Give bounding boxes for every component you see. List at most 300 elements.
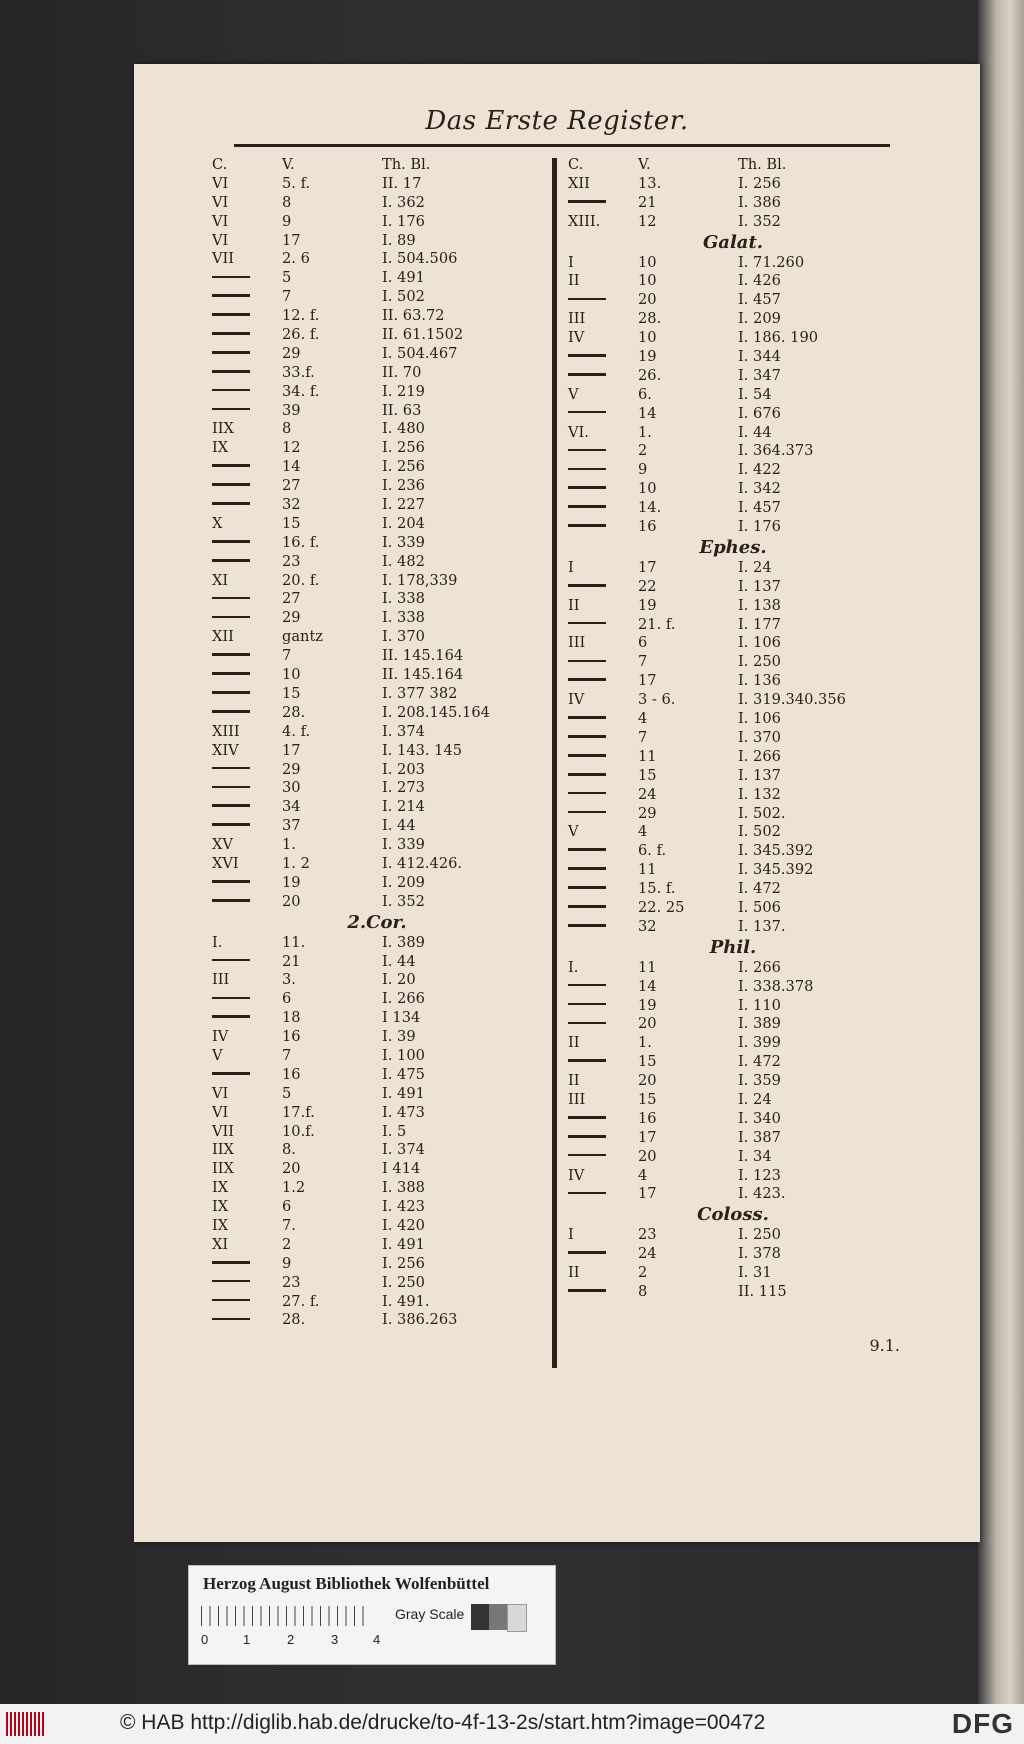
book-page <box>134 64 980 1542</box>
verse-cell: 14 <box>638 404 657 422</box>
chapter-cell <box>212 761 272 778</box>
index-row <box>212 496 542 515</box>
page-ref-cell: I. 178,339 <box>382 571 458 589</box>
chapter-cell <box>568 1110 628 1127</box>
chapter-cell <box>212 1066 272 1083</box>
chapter-cell <box>568 1185 628 1202</box>
gray-swatch-light <box>507 1604 527 1632</box>
index-row <box>568 805 898 824</box>
ditto-dash <box>212 1318 250 1321</box>
verse-cell: 33.f. <box>282 363 315 381</box>
footer-bar <box>0 1704 1024 1744</box>
page-ref-cell: I. 186. 190 <box>738 329 819 347</box>
verse-cell: 3 - 6. <box>638 691 676 709</box>
chapter-cell <box>212 893 272 910</box>
chapter-cell <box>212 798 272 815</box>
ditto-dash <box>212 997 250 1000</box>
ditto-dash <box>568 1135 606 1138</box>
page-ref-cell: II. 145.164 <box>382 647 464 665</box>
page-ref-cell: I. 89 <box>382 231 416 249</box>
chapter-cell: I <box>568 1226 574 1244</box>
col-header-verse: V. <box>282 156 295 173</box>
page-ref-cell: I. 473 <box>382 1103 425 1121</box>
index-row <box>568 899 898 918</box>
verse-cell: 27. f. <box>282 1292 320 1310</box>
hab-logo-icon <box>6 1712 44 1736</box>
page-ref-cell: I. 423 <box>382 1198 425 1216</box>
page-ref-cell: I. 359 <box>738 1072 781 1090</box>
chapter-cell <box>568 442 628 459</box>
chapter-cell: IX <box>212 1179 229 1197</box>
section-heading: Coloss. <box>697 1204 769 1226</box>
index-row <box>568 767 898 786</box>
verse-cell: 8 <box>638 1282 648 1300</box>
library-name: Herzog August Bibliothek Wolfenbüttel <box>203 1574 490 1593</box>
chapter-cell <box>568 578 628 595</box>
page-ref-cell: I. 504.506 <box>382 250 458 268</box>
verse-cell: 22. 25 <box>638 898 685 916</box>
index-row <box>212 345 542 364</box>
verse-cell: 14 <box>282 458 301 476</box>
page-ref-cell: I. 422 <box>738 461 781 479</box>
page-ref-cell: I. 137 <box>738 766 781 784</box>
index-row <box>568 1110 898 1129</box>
ditto-dash <box>212 502 250 505</box>
page-ref-cell: I. 370 <box>738 728 781 746</box>
chapter-cell: VI <box>212 193 229 211</box>
chapter-cell <box>568 194 628 211</box>
ditto-dash <box>568 905 606 908</box>
page-ref-cell: I. 347 <box>738 366 781 384</box>
index-row <box>568 691 898 710</box>
chapter-cell: II <box>568 1072 580 1090</box>
page-ref-cell: I. 352 <box>738 212 781 230</box>
chapter-cell <box>568 1015 628 1032</box>
page-ref-cell: I. 204 <box>382 514 425 532</box>
verse-cell: 1.2 <box>282 1179 306 1197</box>
chapter-cell <box>212 345 272 362</box>
verse-cell: 20. f. <box>282 571 320 589</box>
ditto-dash <box>212 823 250 826</box>
page-ref-cell: I. 256 <box>738 174 781 192</box>
verse-cell: 9 <box>638 461 648 479</box>
chapter-cell <box>568 899 628 916</box>
page-ref-cell: I. 31 <box>738 1264 772 1282</box>
verse-cell: 1. <box>638 1034 652 1052</box>
verse-cell: 6. <box>638 385 652 403</box>
page-ref-cell: I. 491. <box>382 1292 430 1310</box>
chapter-cell: X <box>212 514 223 532</box>
page-ref-cell: I. 457 <box>738 291 781 309</box>
chapter-cell <box>212 496 272 513</box>
index-row <box>568 616 898 635</box>
page-ref-cell: I. 250 <box>738 653 781 671</box>
page-ref-cell: I. 362 <box>382 193 425 211</box>
page-ref-cell: I. 338 <box>382 590 425 608</box>
index-row <box>212 307 542 326</box>
page-ref-cell: I. 423. <box>738 1185 786 1203</box>
index-row <box>568 1091 898 1110</box>
page-ref-cell: I. 54 <box>738 385 772 403</box>
chapter-cell <box>568 461 628 478</box>
ruler-number: 1 <box>243 1632 251 1647</box>
chapter-cell: V <box>568 385 579 403</box>
chapter-cell: XIII <box>212 722 240 740</box>
index-row <box>212 1123 542 1142</box>
page-ref-cell: I. 504.467 <box>382 344 458 362</box>
verse-cell: 10 <box>282 666 301 684</box>
page-ref-cell: I. 256 <box>382 1254 425 1272</box>
ditto-dash <box>212 1299 250 1302</box>
verse-cell: 27 <box>282 590 301 608</box>
chapter-cell: VI <box>212 212 229 230</box>
page-ref-cell: I. 502 <box>738 823 781 841</box>
page-ref-cell: II. 17 <box>382 174 422 192</box>
chapter-cell: VI <box>212 174 229 192</box>
verse-cell: 17 <box>282 231 301 249</box>
index-row <box>212 534 542 553</box>
index-row <box>568 480 898 499</box>
index-row <box>568 1185 898 1204</box>
ditto-dash <box>212 389 250 392</box>
col-header-page: Th. Bl. <box>738 156 787 173</box>
index-row <box>212 213 542 232</box>
page-ref-cell: I. 472 <box>738 1053 781 1071</box>
chapter-cell <box>568 880 628 897</box>
verse-cell: 12 <box>638 212 657 230</box>
chapter-cell: VII <box>212 250 235 268</box>
chapter-cell <box>212 704 272 721</box>
verse-cell: 4 <box>638 823 648 841</box>
page-ref-cell: I. 364.373 <box>738 442 814 460</box>
verse-cell: 20 <box>638 1072 657 1090</box>
ditto-dash <box>212 672 250 675</box>
page-ref-cell: II. 145.164 <box>382 666 464 684</box>
ditto-dash <box>568 1154 606 1157</box>
index-row <box>568 348 898 367</box>
footer-source-link[interactable]: © HAB http://diglib.hab.de/drucke/to-4f-13-2s/start.htm?image=00472 <box>120 1711 766 1734</box>
verse-cell: 7 <box>282 1046 292 1064</box>
index-row <box>212 779 542 798</box>
verse-cell: 3. <box>282 971 296 989</box>
verse-cell: 19 <box>638 596 657 614</box>
page-ref-cell: I. 214 <box>382 798 425 816</box>
verse-cell: 16 <box>282 1028 301 1046</box>
ditto-dash <box>568 735 606 738</box>
chapter-cell <box>568 518 628 535</box>
verse-cell: 11. <box>282 933 306 951</box>
chapter-cell <box>212 1311 272 1328</box>
page-ref-cell: I. 676 <box>738 404 781 422</box>
verse-cell: 20 <box>638 1015 657 1033</box>
page-ref-cell: I. 482 <box>382 552 425 570</box>
index-row <box>568 1226 898 1245</box>
verse-cell: 10 <box>638 480 657 498</box>
verse-cell: 9 <box>282 1254 292 1272</box>
page-ref-cell: I. 352 <box>382 892 425 910</box>
ditto-dash <box>568 298 606 301</box>
index-row <box>568 672 898 691</box>
index-row <box>568 786 898 805</box>
verse-cell: 29 <box>638 804 657 822</box>
page-ref-cell: I. 399 <box>738 1034 781 1052</box>
page-ref-cell: I. 472 <box>738 880 781 898</box>
verse-cell: 15 <box>638 1053 657 1071</box>
page-ref-cell: I. 374 <box>382 722 425 740</box>
index-row <box>568 880 898 899</box>
index-row <box>212 742 542 761</box>
page-ref-cell: I. 5 <box>382 1122 407 1140</box>
verse-cell: 4 <box>638 710 648 728</box>
verse-cell: 15 <box>282 684 301 702</box>
page-ref-cell: I. 250 <box>738 1226 781 1244</box>
page-ref-cell: I. 319.340.356 <box>738 691 846 709</box>
chapter-cell: XIV <box>212 741 239 759</box>
verse-cell: 29 <box>282 760 301 778</box>
page-ref-cell: I. 386 <box>738 193 781 211</box>
page-ref-cell: I. 24 <box>738 1090 772 1108</box>
page-ref-cell: I 134 <box>382 1009 421 1027</box>
chapter-cell <box>212 779 272 796</box>
verse-cell: gantz <box>282 628 323 646</box>
ditto-dash <box>212 1015 250 1018</box>
page-ref-cell: I. 24 <box>738 558 772 576</box>
verse-cell: 30 <box>282 779 301 797</box>
verse-cell: 11 <box>638 747 657 765</box>
chapter-cell <box>568 978 628 995</box>
chapter-cell <box>212 288 272 305</box>
chapter-cell <box>568 480 628 497</box>
verse-cell: 12. f. <box>282 307 320 325</box>
page-header: Das Erste Register. <box>425 106 689 136</box>
page-ref-cell: I. 266 <box>738 958 781 976</box>
index-row <box>212 194 542 213</box>
page-ref-cell: I. 338 <box>382 609 425 627</box>
verse-cell: 23 <box>282 552 301 570</box>
chapter-cell <box>212 953 272 970</box>
chapter-cell: IX <box>212 1216 229 1234</box>
verse-cell: 13. <box>638 174 662 192</box>
index-row <box>568 1015 898 1034</box>
page-ref-cell: I. 420 <box>382 1216 425 1234</box>
chapter-cell: III <box>568 1090 586 1108</box>
chapter-cell: I <box>568 253 574 271</box>
chapter-cell <box>568 748 628 765</box>
chapter-cell: IV <box>568 691 585 709</box>
ditto-dash <box>568 1192 606 1195</box>
index-row <box>212 609 542 628</box>
verse-cell: 15 <box>638 1090 657 1108</box>
index-row <box>568 823 898 842</box>
chapter-cell: IX <box>212 439 229 457</box>
chapter-cell: V <box>212 1046 223 1064</box>
page-ref-cell: I. 110 <box>738 996 781 1014</box>
page-ref-cell: I. 412.426. <box>382 854 463 872</box>
chapter-cell: IX <box>212 1198 229 1216</box>
page-ref-cell: I. 176 <box>738 518 781 536</box>
verse-cell: 10 <box>638 272 657 290</box>
index-row <box>568 918 898 937</box>
chapter-cell: II <box>568 1034 580 1052</box>
chapter-cell <box>212 990 272 1007</box>
chapter-cell: I <box>568 558 574 576</box>
verse-cell: 16 <box>638 1109 657 1127</box>
chapter-cell <box>568 1148 628 1165</box>
ditto-dash <box>212 483 250 486</box>
verse-cell: 7 <box>638 653 648 671</box>
page-ref-cell: I. 71.260 <box>738 253 805 271</box>
verse-cell: 7. <box>282 1216 296 1234</box>
page-ref-cell: I. 44 <box>382 952 416 970</box>
index-row <box>568 748 898 767</box>
chapter-cell: III <box>212 971 230 989</box>
chapter-cell: IV <box>212 1028 229 1046</box>
verse-cell: 20 <box>638 1147 657 1165</box>
verse-cell: 12 <box>282 439 301 457</box>
index-row <box>212 953 542 972</box>
verse-cell: 7 <box>638 728 648 746</box>
page-ref-cell: II. 61.1502 <box>382 326 464 344</box>
page-ref-cell: I. 177 <box>738 615 781 633</box>
chapter-cell: VI <box>212 231 229 249</box>
page-ref-cell: I. 39 <box>382 1028 416 1046</box>
verse-cell: 17.f. <box>282 1103 315 1121</box>
index-row <box>212 1085 542 1104</box>
chapter-cell: IV <box>568 1166 585 1184</box>
index-row <box>212 855 542 874</box>
index-row <box>212 1236 542 1255</box>
index-row <box>568 367 898 386</box>
verse-cell: 6 <box>282 1198 292 1216</box>
ditto-dash <box>212 653 250 656</box>
verse-cell: 26. <box>638 366 662 384</box>
index-row <box>568 1034 898 1053</box>
chapter-cell <box>212 685 272 702</box>
index-row <box>568 518 898 537</box>
verse-cell: 19 <box>638 996 657 1014</box>
index-row <box>568 1129 898 1148</box>
verse-cell: 17 <box>638 1128 657 1146</box>
chapter-cell: XIII. <box>568 212 601 230</box>
ditto-dash <box>212 559 250 562</box>
index-row <box>568 386 898 405</box>
index-row <box>212 515 542 534</box>
index-row <box>212 1104 542 1123</box>
verse-cell: 4. f. <box>282 722 311 740</box>
chapter-cell: V <box>568 823 579 841</box>
verse-cell: 1. <box>638 423 652 441</box>
verse-cell: 27 <box>282 477 301 495</box>
index-row <box>212 288 542 307</box>
index-row <box>212 1141 542 1160</box>
verse-cell: 11 <box>638 861 657 879</box>
index-row <box>568 578 898 597</box>
right-index-column <box>568 156 898 1302</box>
verse-cell: 16 <box>638 518 657 536</box>
page-ref-cell: I. 339 <box>382 836 425 854</box>
chapter-cell <box>212 817 272 834</box>
ditto-dash <box>568 584 606 587</box>
index-row <box>212 628 542 647</box>
chapter-cell: II <box>568 272 580 290</box>
chapter-cell: IIX <box>212 1160 234 1178</box>
index-row <box>212 836 542 855</box>
index-row <box>212 647 542 666</box>
verse-cell: 28. <box>282 703 306 721</box>
chapter-cell <box>212 1009 272 1026</box>
verse-cell: 6. f. <box>638 842 667 860</box>
chapter-cell <box>568 616 628 633</box>
ditto-dash <box>568 867 606 870</box>
chapter-cell: VI <box>212 1103 229 1121</box>
ditto-dash <box>212 767 250 770</box>
page-ref-cell: I. 227 <box>382 496 425 514</box>
ditto-dash <box>212 1072 250 1075</box>
index-row <box>568 710 898 729</box>
index-row <box>568 499 898 518</box>
ruler-number: 3 <box>331 1632 339 1647</box>
index-row <box>568 978 898 997</box>
chapter-cell: XII <box>568 174 590 192</box>
verse-cell: 24 <box>638 1245 657 1263</box>
page-ref-cell: I. 386.263 <box>382 1311 458 1329</box>
page-ref-cell: I. 502 <box>382 288 425 306</box>
ditto-dash <box>212 616 250 619</box>
scale-ruler <box>201 1606 371 1626</box>
verse-cell: 21 <box>638 193 657 211</box>
page-ref-cell: I. 491 <box>382 1084 425 1102</box>
ditto-dash <box>568 984 606 987</box>
chapter-cell: IV <box>568 329 585 347</box>
index-row <box>568 997 898 1016</box>
page-ref-cell: I. 491 <box>382 269 425 287</box>
ditto-dash <box>568 792 606 795</box>
verse-cell: 8 <box>282 420 292 438</box>
page-ref-cell: I. 266 <box>382 990 425 1008</box>
ditto-dash <box>212 408 250 411</box>
index-row <box>212 1198 542 1217</box>
index-row <box>212 1066 542 1085</box>
verse-cell: 17 <box>638 1185 657 1203</box>
verse-cell: 39 <box>282 401 301 419</box>
page-ref-cell: II. 63 <box>382 401 422 419</box>
verse-cell: 10.f. <box>282 1122 315 1140</box>
page-ref-cell: I. 426 <box>738 272 781 290</box>
ditto-dash <box>212 276 250 279</box>
index-row <box>568 310 898 329</box>
verse-cell: 20 <box>638 291 657 309</box>
verse-cell: 9 <box>282 212 292 230</box>
index-row <box>568 1245 898 1264</box>
column-header-row <box>212 156 542 175</box>
ditto-dash <box>212 464 250 467</box>
index-row <box>568 424 898 443</box>
verse-cell: 23 <box>282 1273 301 1291</box>
page-ref-cell: I. 44 <box>382 817 416 835</box>
index-row <box>212 1274 542 1293</box>
gray-scale-label: Gray Scale <box>395 1606 465 1622</box>
index-row <box>212 990 542 1009</box>
chapter-cell <box>568 805 628 822</box>
ditto-dash <box>568 1022 606 1025</box>
section-heading: Ephes. <box>699 536 767 558</box>
page-ref-cell: I. 219 <box>382 382 425 400</box>
verse-cell: 26. f. <box>282 326 320 344</box>
index-row <box>212 250 542 269</box>
verse-cell: 7 <box>282 288 292 306</box>
index-row <box>212 798 542 817</box>
index-row <box>568 194 898 213</box>
